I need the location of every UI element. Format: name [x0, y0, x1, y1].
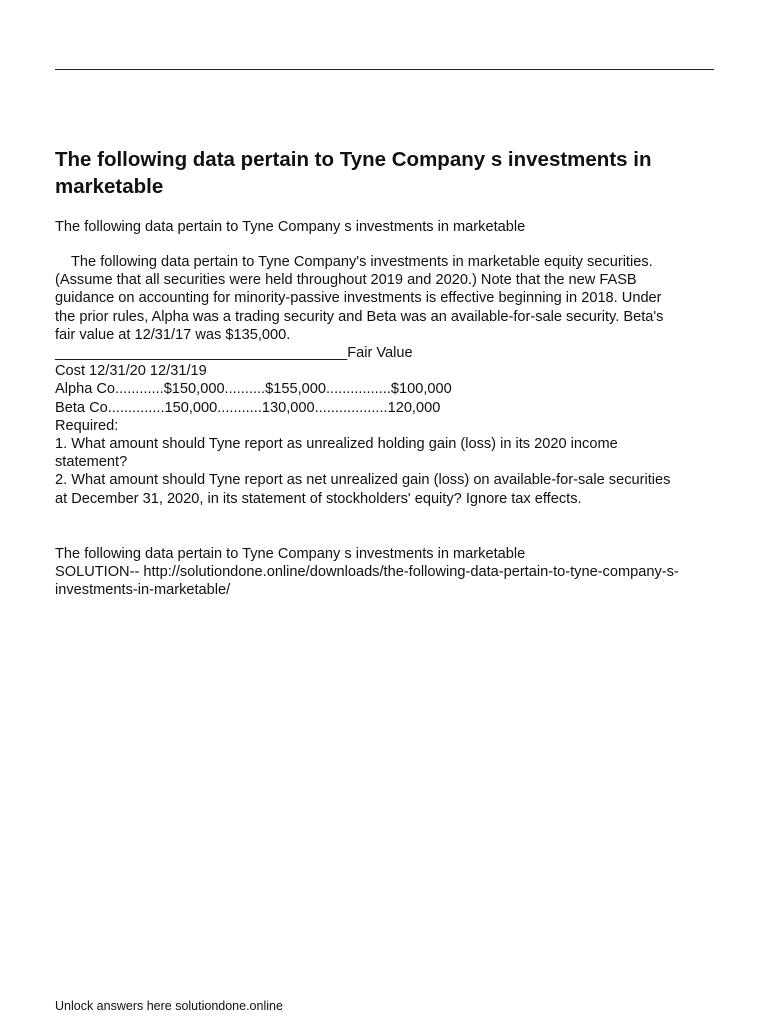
body-line: fair value at 12/31/17 was $135,000. — [55, 326, 291, 343]
solution-title: The following data pertain to Tyne Company s investments in marketable — [55, 546, 526, 562]
solution-block — [55, 545, 725, 600]
page-title: The following data pertain to Tyne Company s investments in marketable — [55, 148, 652, 198]
table-row-alpha: Alpha Co............$150,000..........$155,000................$100,000 — [55, 381, 452, 398]
top-divider — [55, 69, 714, 70]
question-1-cont: statement? — [55, 454, 128, 471]
table-row-beta: Beta Co..............150,000...........130,000..................120,000 — [55, 399, 441, 416]
question-2: 2. What amount should Tyne report as net unrealized gain (loss) on available-for-sale securities — [55, 472, 671, 489]
body-line: guidance on accounting for minority-passive investments is effective beginning in 2018. Under — [55, 290, 662, 307]
body-line: (Assume that all securities were held throughout 2019 and 2020.) Note that the new FASB — [55, 272, 637, 289]
body-line: The following data pertain to Tyne Company's investments in marketable equity securities. — [71, 254, 653, 270]
table-header-line: ____________________________________Fair Value — [55, 345, 413, 362]
required-heading: Required: — [55, 417, 119, 434]
table-columns-line: Cost 12/31/20 12/31/19 — [55, 363, 207, 380]
body-line: the prior rules, Alpha was a trading security and Beta was an available-for-sale security. Beta's — [55, 308, 664, 325]
unlock-footer: Unlock answers here solutiondone.online — [55, 999, 283, 1013]
page-subtitle: The following data pertain to Tyne Company s investments in marketable — [55, 219, 526, 235]
solution-link[interactable]: SOLUTION-- http://solutiondone.online/downloads/the-following-data-pertain-to-tyne-company-s- — [55, 564, 679, 581]
question-2-cont: at December 31, 2020, in its statement of stockholders' equity? Ignore tax effects. — [55, 490, 582, 507]
solution-link-cont[interactable]: investments-in-marketable/ — [55, 582, 231, 599]
question-body — [55, 253, 725, 508]
question-1: 1. What amount should Tyne report as unrealized holding gain (loss) in its 2020 income — [55, 436, 618, 453]
